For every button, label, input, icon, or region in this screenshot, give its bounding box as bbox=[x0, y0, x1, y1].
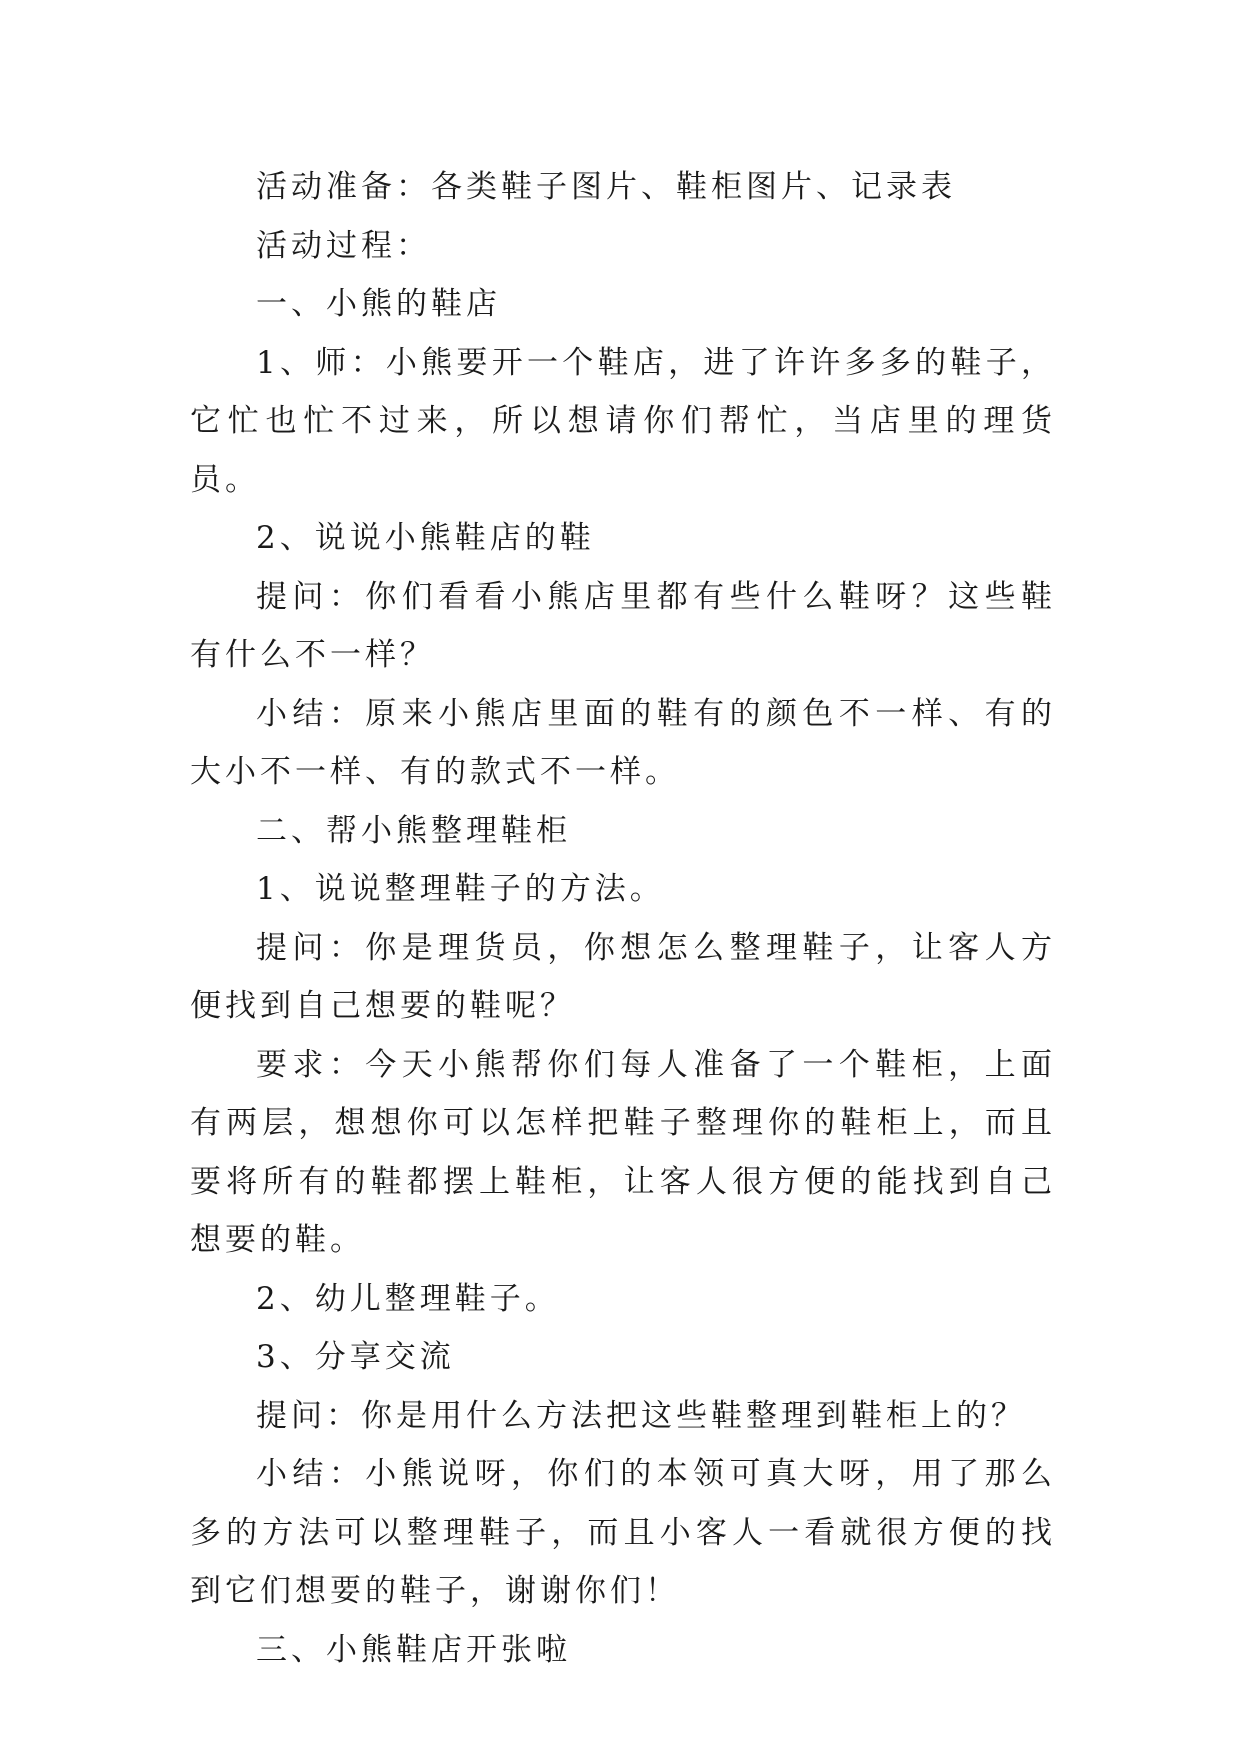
paragraph-question-3: 提问：你是用什么方法把这些鞋整理到鞋柜上的？ bbox=[256, 1397, 1026, 1434]
paragraph-summary-2: 小结：小熊说呀，你们的本领可真大呀，用了那么多的方法可以整理鞋子，而且小客人一看就很方便的找到它们想要的鞋子，谢谢你们！ bbox=[190, 1456, 1056, 1609]
paragraph-process-heading: 活动过程： bbox=[256, 227, 431, 264]
paragraph-question-2: 提问：你是理货员，你想怎么整理鞋子，让客人方便找到自己想要的鞋呢？ bbox=[190, 929, 1056, 1024]
paragraph-teacher-intro: 1、师：小熊要开一个鞋店，进了许许多多的鞋子，它忙也忙不过来，所以想请你们帮忙，当店里的理货员。 bbox=[190, 344, 1056, 498]
document-body bbox=[190, 158, 1056, 1679]
section-heading-3: 三、小熊鞋店开张啦 bbox=[256, 1631, 571, 1668]
paragraph-children-organize: 2、幼儿整理鞋子。 bbox=[256, 1280, 560, 1317]
paragraph-preparation: 活动准备：各类鞋子图片、鞋柜图片、记录表 bbox=[256, 169, 956, 205]
section-heading-1: 一、小熊的鞋店 bbox=[256, 286, 501, 322]
paragraph-method: 1、说说整理鞋子的方法。 bbox=[256, 871, 665, 907]
paragraph-question-1: 提问：你们看看小熊店里都有些什么鞋呀？这些鞋有什么不一样？ bbox=[190, 578, 1056, 673]
paragraph-requirement: 要求：今天小熊帮你们每人准备了一个鞋柜，上面有两层，想想你可以怎样把鞋子整理你的鞋柜上，而且要将所有的鞋都摆上鞋柜，让客人很方便的能找到自己想要的鞋。 bbox=[190, 1046, 1056, 1258]
paragraph-talk-shoes: 2、说说小熊鞋店的鞋 bbox=[256, 520, 595, 556]
paragraph-summary-1: 小结：原来小熊店里面的鞋有的颜色不一样、有的大小不一样、有的款式不一样。 bbox=[190, 695, 1056, 790]
paragraph-share: 3、分享交流 bbox=[256, 1339, 455, 1375]
section-heading-2: 二、帮小熊整理鞋柜 bbox=[256, 812, 571, 849]
